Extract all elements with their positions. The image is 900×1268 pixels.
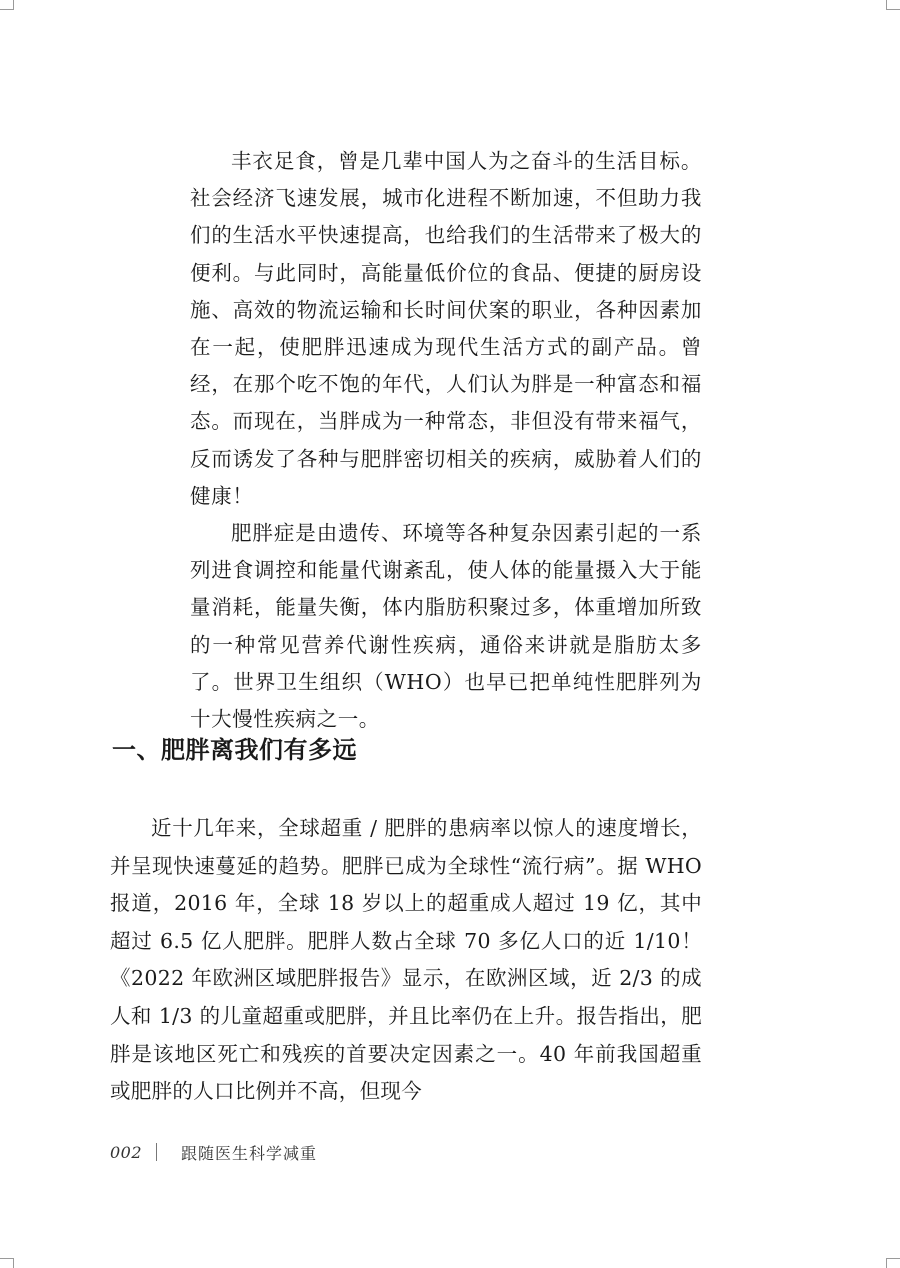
section-heading: 一、肥胖离我们有多远 — [112, 736, 357, 764]
crop-mark — [886, 9, 900, 10]
page-number: 002 — [110, 1142, 143, 1162]
intro-paragraph: 丰衣足食，曾是几辈中国人为之奋斗的生活目标。社会经济飞速发展，城市化进程不断加速，不但助力我们的生活水平快速提高，也给我们的生活带来了极大的便利。与此同时，高能量低价位的食品、便捷的厨房设施、高效的物流运输和长时间伏案的职业，各种因素加在一起，使肥胖迅速成为现代生活方式的副产品。曾经，在那个吃不饱的年代，人们认为胖是一种富态和福态。而现在，当胖成为一种常态，非但没有带来福气，反而诱发了各种与肥胖密切相关的疾病，威胁着人们的健康！ — [190, 149, 702, 508]
crop-mark — [0, 1258, 14, 1259]
crop-mark — [13, 0, 14, 10]
crop-mark — [886, 1258, 900, 1259]
running-book-title: 跟随医生科学减重 — [181, 1143, 318, 1163]
section-body — [110, 810, 702, 1111]
intro-paragraph: 肥胖症是由遗传、环境等各种复杂因素引起的一系列进食调控和能量代谢紊乱，使人体的能量摄入大于能量消耗，能量失衡，体内脂肪积聚过多，体重增加所致的一种常见营养代谢性疾病，通俗来讲就是脂肪太多了。世界卫生组织（WHO）也早已把单纯性肥胖列为十大慢性疾病之一。 — [190, 521, 702, 732]
footer-divider — [156, 1143, 157, 1161]
crop-mark — [886, 0, 887, 10]
crop-mark — [886, 1258, 887, 1268]
intro-block — [190, 143, 702, 738]
crop-mark — [13, 1258, 14, 1268]
page-footer — [110, 1137, 317, 1167]
crop-mark — [0, 9, 14, 10]
body-paragraph: 近十几年来，全球超重 / 肥胖的患病率以惊人的速度增长，并呈现快速蔓延的趋势。肥胖已成为全球性“流行病”。据 WHO 报道，2016 年，全球 18 岁以上的超重成人超过 19 亿，其中超过 6.5 亿人肥胖。肥胖人数占全球 70 多亿人口的近 1/10！《2022 年欧洲区域肥胖报告》显示，在欧洲区域，近 2/3 的成人和 1/3 的儿童超重或肥胖，并且比率仍在上升。报告指出，肥胖是该地区死亡和残疾的首要决定因素之一。40 年前我国超重或肥胖的人口比例并不高，但现今 — [110, 816, 702, 1104]
